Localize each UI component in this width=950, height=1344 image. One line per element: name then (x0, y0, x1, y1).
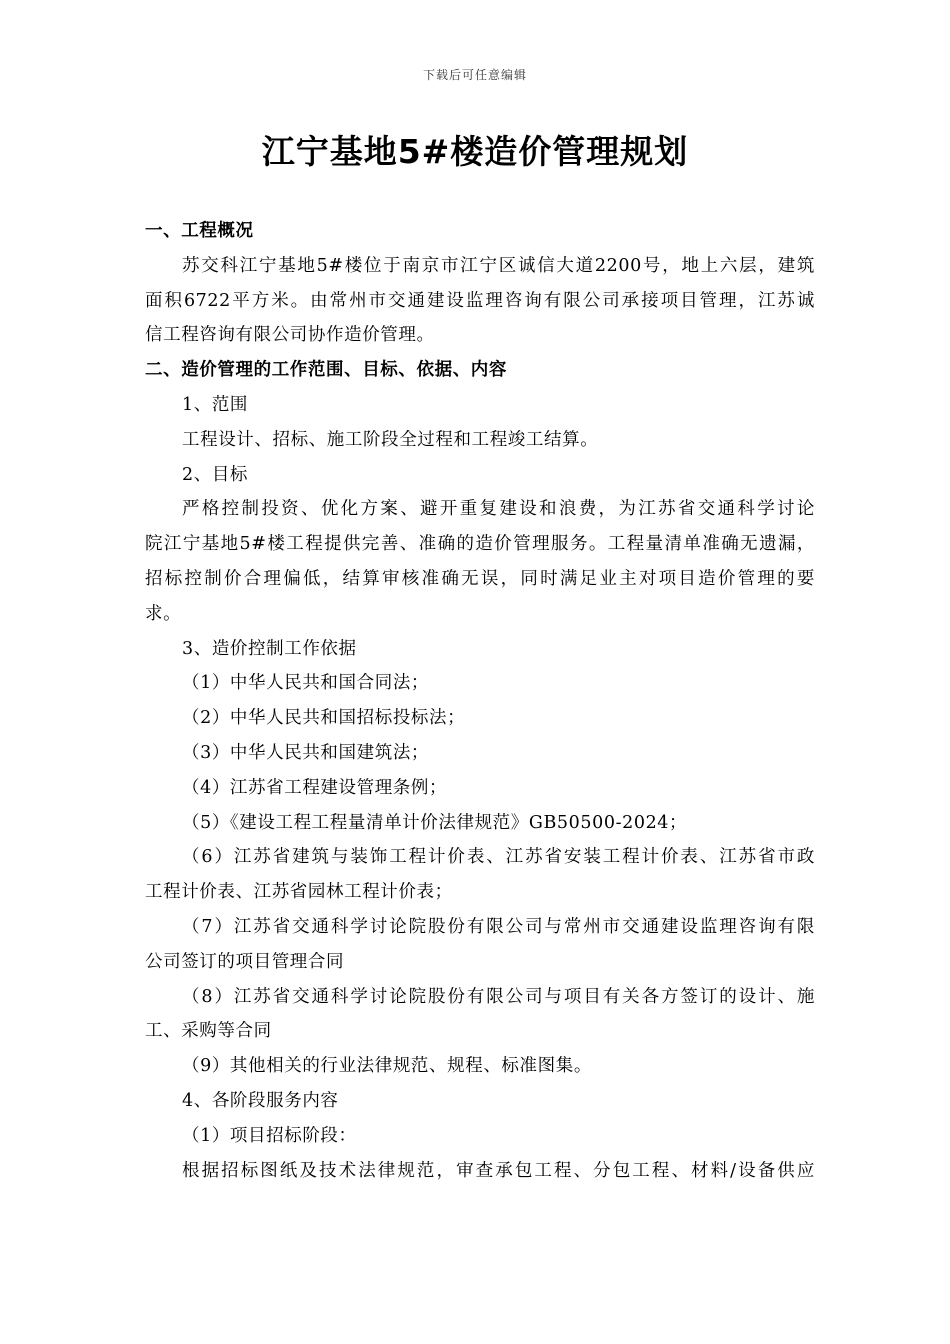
paragraph-line: 苏交科江宁基地5#楼位于南京市江宁区诚信大道2200号，地上六层，建筑 (182, 255, 815, 276)
subheading-scope: 1、范围 (182, 394, 249, 415)
header-note: 下载后可任意编辑 (422, 68, 527, 82)
paragraph-line: 求。 (145, 603, 182, 624)
document-title: 江宁基地5#楼造价管理规划 (261, 132, 689, 171)
list-item: （6）江苏省建筑与装饰工程计价表、江苏省安装工程计价表、江苏省市政 (182, 847, 815, 868)
document-body (145, 214, 815, 1188)
subheading-goal: 2、目标 (182, 464, 249, 485)
list-item: （8）江苏省交通科学讨论院股份有限公司与项目有关各方签订的设计、施 (182, 986, 815, 1007)
list-item: （1）中华人民共和国合同法； (182, 673, 430, 694)
list-item: （2）中华人民共和国招标投标法； (182, 708, 466, 729)
list-item: （7）江苏省交通科学讨论院股份有限公司与常州市交通建设监理咨询有限 (182, 916, 815, 937)
subheading-service-content: 4、各阶段服务内容 (182, 1090, 339, 1111)
section-heading-scope: 二、造价管理的工作范围、目标、依据、内容 (145, 360, 507, 381)
subheading-basis: 3、造价控制工作依据 (182, 638, 357, 659)
paragraph-line: 院江宁基地5#楼工程提供完善、准确的造价管理服务。工程量清单准确无遗漏， (145, 534, 815, 555)
list-item-continuation: 工程计价表、江苏省园林工程计价表； (145, 882, 453, 903)
list-item: （4）江苏省工程建设管理条例； (182, 777, 448, 798)
paragraph-line: 信工程咨询有限公司协作造价管理。 (145, 325, 435, 346)
paragraph-line: 根据招标图纸及技术法律规范，审查承包工程、分包工程、材料/设备供应 (182, 1160, 815, 1181)
paragraph-line: 工程设计、招标、施工阶段全过程和工程竣工结算。 (182, 429, 599, 450)
paragraph-line: 招标控制价合理偏低，结算审核准确无误，同时满足业主对项目造价管理的要 (145, 568, 815, 589)
list-item: （3）中华人民共和国建筑法； (182, 742, 430, 763)
subheading-bidding-stage: （1）项目招标阶段： (182, 1125, 357, 1146)
list-item: （5）《建设工程工程量清单计价法律规范》GB50500-2024； (182, 812, 688, 833)
list-item: （9）其他相关的行业法律规范、规程、标准图集。 (182, 1056, 592, 1077)
list-item-continuation: 工、采购等合同 (145, 1021, 272, 1042)
section-heading-overview: 一、工程概况 (145, 221, 254, 241)
paragraph-line: 面积6722平方米。由常州市交通建设监理咨询有限公司承接项目管理，江苏诚 (145, 290, 815, 311)
paragraph-line: 严格控制投资、优化方案、避开重复建设和浪费，为江苏省交通科学讨论 (182, 499, 815, 520)
list-item-continuation: 公司签订的项目管理合同 (145, 951, 345, 972)
